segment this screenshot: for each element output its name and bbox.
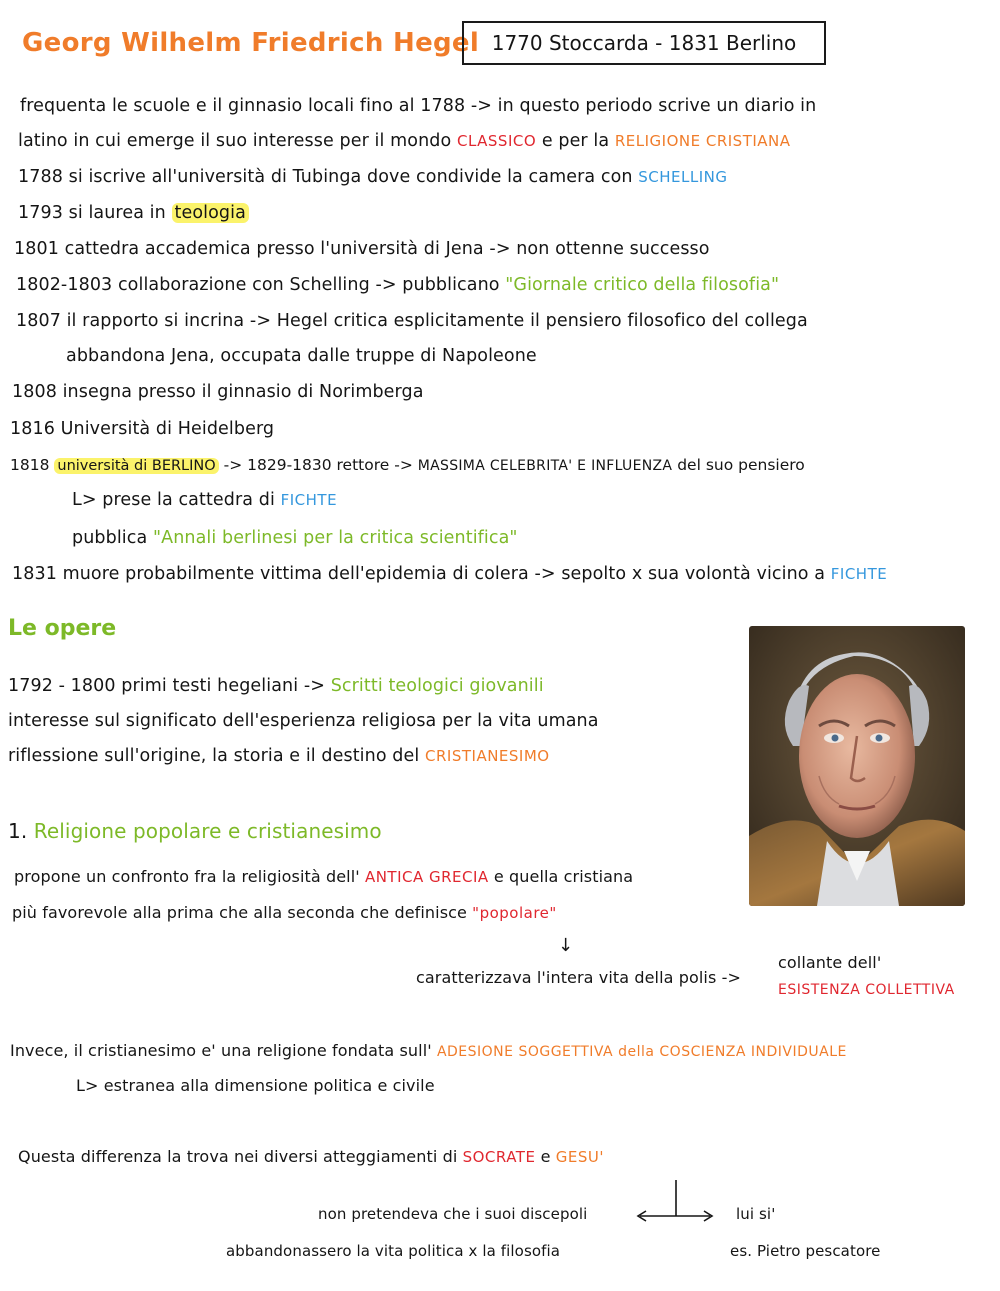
highlight-universita-berlino: università di BERLINO [54,458,218,474]
subsection-title: Religione popolare e cristianesimo [33,819,382,843]
down-arrow: ↓ [558,935,574,956]
text-line: es. Pietro pescatore [730,1242,881,1260]
bio-text: latino in cui emerge il suo interesse per il mondo [18,131,452,151]
bio-text: -> 1829-1830 rettore -> [223,456,413,474]
bio-line-14 [12,563,887,585]
keyword-adesione-soggettiva: ADESIONE SOGGETTIVA della COSCIENZA INDIVIDUALE [436,1044,847,1060]
branch-arrow-icon [630,1176,720,1224]
works-text: riflessione sull'origine, la storia e il destino del [8,746,420,766]
bio-line-1: frequenta le scuole e il ginnasio locali fino al 1788 -> in questo periodo scrive un diario in [20,96,817,116]
keyword-cristianesimo: CRISTIANESIMO [425,747,550,765]
keyword-religione-cristiana: RELIGIONE CRISTIANA [614,132,791,150]
bio-line-5: 1801 cattedra accademica presso l'università di Jena -> non ottenne successo [14,239,710,259]
works-line-3 [8,745,550,767]
bio-line-10: 1816 Università di Heidelberg [10,419,275,439]
section-heading-opere: Le opere [8,616,117,641]
text-line: non pretendeva che i suoi discepoli [318,1205,588,1223]
page-title: Georg Wilhelm Friedrich Hegel [22,28,480,58]
bio-text: del suo pensiero [677,456,805,474]
bio-text: pubblica [72,528,148,548]
bio-text: 1793 si laurea in [18,203,166,223]
work-giornale-critico: "Giornale critico della filosofia" [505,275,780,295]
bio-text: 1818 [10,456,50,474]
hegel-portrait [749,626,965,906]
bio-line-7: 1807 il rapporto si incrina -> Hegel critica esplicitamente il pensiero filosofico del collega [16,311,808,331]
keyword-socrate: SOCRATE [462,1148,536,1166]
bio-text: 1788 si iscrive all'università di Tubinga dove condivide la camera con [18,167,633,187]
works-text: Invece, il cristianesimo e' una religione fondata sull' [10,1041,432,1060]
bio-line-6 [16,274,779,296]
bio-text: MASSIMA CELEBRITA' E INFLUENZA [417,458,673,474]
works-text: 1792 - 1800 primi testi hegeliani -> [8,676,326,696]
works-line-2: interesse sul significato dell'esperienza religiosa per la vita umana [8,711,599,731]
works-text: Questa differenza la trova nei diversi atteggiamenti di [18,1147,458,1166]
keyword-antica-grecia: ANTICA GRECIA [364,868,489,886]
text-line: caratterizzava l'intera vita della polis -> [416,968,741,987]
bio-line-12 [72,489,337,511]
work-annali-berlinesi: "Annali berlinesi per la critica scientifica" [152,528,518,548]
text-line: lui si' [736,1205,776,1223]
bio-text: e per la [541,131,610,151]
bio-line-8: abbandona Jena, occupata dalle truppe di Napoleone [66,346,537,366]
keyword-schelling: SCHELLING [638,168,728,186]
work-scritti-teologici: Scritti teologici giovanili [330,676,544,696]
keyword-esistenza-collettiva: ESISTENZA COLLETTIVA [778,982,955,998]
keyword-fichte: FICHTE [280,491,338,509]
highlight-teologia: teologia [172,203,249,223]
bio-text: L> prese la cattedra di [72,490,275,510]
works-text: più favorevole alla prima che alla seconda che definisce [12,903,467,922]
bio-line-2 [18,130,791,152]
bio-text: 1831 muore probabilmente vittima dell'epidemia di colera -> sepolto x sua volontà vicino a [12,564,826,584]
bio-line-4 [18,202,249,224]
keyword-fichte: FICHTE [830,565,888,583]
bio-line-3 [18,166,728,188]
keyword-gesu: GESU' [555,1148,604,1166]
works-line-1 [8,675,544,697]
bio-text: 1802-1803 collaborazione con Schelling -> pubblicano [16,275,500,295]
keyword-popolare: "popolare" [472,904,557,922]
bio-line-13 [72,527,518,549]
works-text: propone un confronto fra la religiosità dell' [14,867,360,886]
subsection-heading [8,820,382,842]
bio-line-9: 1808 insegna presso il ginnasio di Norimberga [12,382,424,402]
works-text: e quella cristiana [493,867,634,886]
subsection-number: 1. [8,819,28,843]
text-line [14,866,633,888]
bio-line-11 [10,454,805,477]
dates-box: 1770 Stoccarda - 1831 Berlino [462,21,826,65]
keyword-classico: CLASSICO [456,132,537,150]
text-line [18,1146,604,1168]
text-line [12,902,557,924]
text-line [10,1040,847,1063]
text-line: abbandonassero la vita politica x la filosofia [226,1242,561,1260]
text-line: collante dell' [778,953,882,972]
text-line: L> estranea alla dimensione politica e civile [76,1076,435,1095]
works-text: e [540,1147,551,1166]
